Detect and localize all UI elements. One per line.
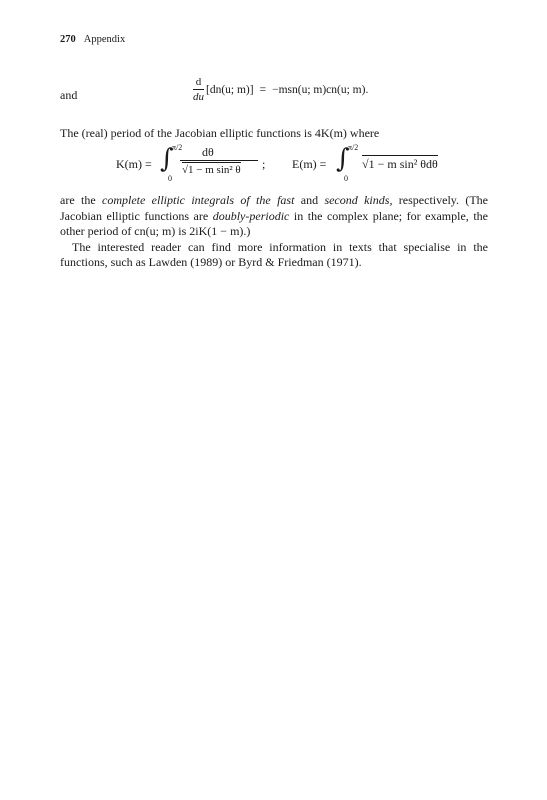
- upper-limit-e: π/2: [348, 143, 359, 152]
- upper-limit-k: π/2: [172, 143, 183, 152]
- k-denominator: √1 − m sin² θ: [182, 164, 241, 176]
- k-fraction-bar: [180, 160, 258, 161]
- integral-sign-e: ∫: [336, 144, 350, 174]
- running-header: [60, 34, 125, 45]
- text-run: are the: [60, 193, 103, 207]
- e-integrand: √1 − m sin² θdθ: [362, 157, 438, 171]
- equals-sign: =: [259, 83, 267, 96]
- equation-lhs: [dn(u; m)]: [206, 83, 254, 96]
- emphasis-fast: complete elliptic integrals of the fast: [102, 193, 295, 207]
- fraction-denominator: du: [193, 91, 204, 103]
- body-text: [60, 193, 488, 271]
- fraction-bar: [193, 89, 204, 90]
- page-number: 270: [60, 34, 76, 45]
- k-lhs: K(m) =: [116, 157, 152, 171]
- fraction-numerator: d: [195, 76, 202, 88]
- integral-sign-k: ∫: [160, 144, 174, 174]
- lower-limit-e: 0: [344, 174, 348, 183]
- text-run: and: [294, 193, 325, 207]
- section-title: Appendix: [83, 34, 126, 45]
- period-sentence: The (real) period of the Jacobian elliptic functions is 4K(m) where: [60, 126, 380, 140]
- derivative-fraction: [193, 76, 204, 103]
- lower-limit-k: 0: [168, 174, 172, 183]
- emphasis-second-kinds: second kinds,: [324, 193, 393, 207]
- emphasis-doubly-periodic: doubly-periodic: [212, 208, 290, 223]
- e-lhs: E(m) =: [292, 157, 327, 171]
- paragraph-complete-integrals: [60, 193, 488, 240]
- separator: ;: [262, 157, 266, 171]
- text-run: respectively. (The Jacobian elliptic functions are: [60, 193, 488, 223]
- paragraph-further-reading: The interested reader can find more information in texts that specialise in the functions, such as Lawden (1989) or Byrd & Friedman (1971).: [60, 239, 488, 270]
- elliptic-integrals-equation: [0, 142, 547, 184]
- equation-lead-word: and: [60, 88, 78, 102]
- k-numerator: dθ: [202, 145, 214, 159]
- text-run: in the complex plane; for example, the other period of cn(u; m) is 2iK(1 − m).): [60, 208, 488, 239]
- equation-rhs: −msn(u; m)cn(u; m).: [272, 83, 369, 96]
- equation-derivative-dn: [193, 76, 368, 103]
